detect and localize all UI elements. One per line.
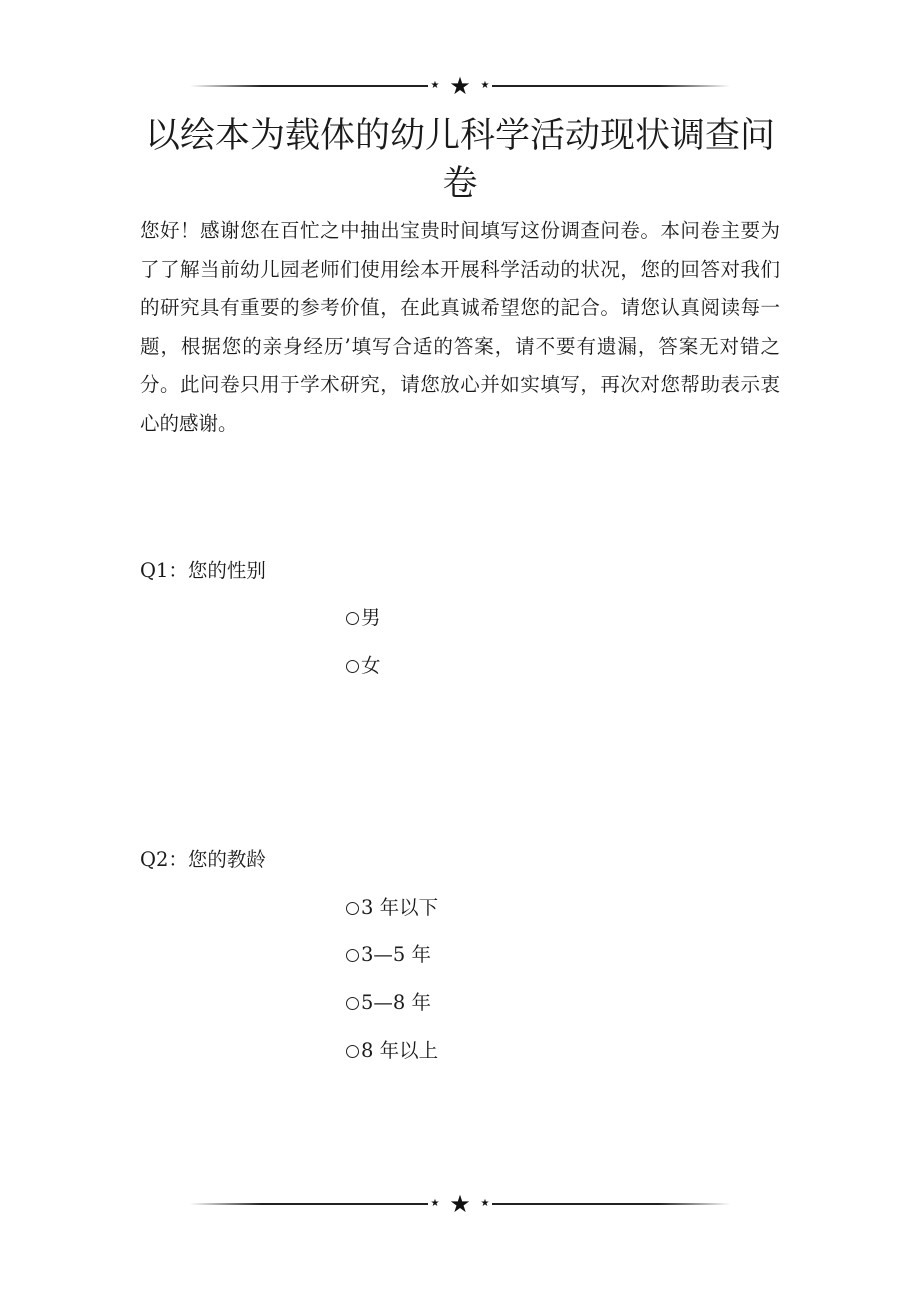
option-label: 男 — [361, 606, 381, 629]
radio-circle-icon[interactable] — [346, 660, 359, 673]
option-label: 女 — [361, 654, 381, 677]
question-teaching-years: Q2：您的教龄 — [140, 848, 266, 871]
question-gender: Q1：您的性别 — [140, 559, 266, 582]
option-under-3-years[interactable] — [346, 893, 438, 923]
option-female[interactable] — [346, 651, 381, 681]
small-star-icon: ★ — [480, 80, 490, 91]
star-icon: ★ — [449, 1190, 471, 1218]
small-star-icon: ★ — [480, 1198, 490, 1209]
top-ornament — [190, 74, 730, 98]
intro-paragraph: 您好！感谢您在百忙之中抽出宝贵时间填写这份调查问卷。本问卷主要为了了解当前幼儿园老师们使用绘本开展科学活动的状况，您的回答对我们的研究具有重要的参考价值，在此真诚希望您的記合。请您认真阅读每一题，根据您的亲身经历’填写合适的答案，请不要有遗漏，答案无对错之分。此问卷只用于学术研究，请您放心并如实填写，再次对您帮助表示衷心的感谢。 — [140, 219, 780, 435]
radio-circle-icon[interactable] — [346, 612, 359, 625]
ornament-line-left — [190, 1203, 428, 1205]
option-3-5-years[interactable] — [346, 940, 431, 970]
small-star-icon: ★ — [430, 1198, 440, 1209]
option-over-8-years[interactable] — [346, 1036, 438, 1066]
bottom-ornament — [190, 1192, 730, 1216]
option-label: 3—5 年 — [361, 943, 432, 966]
ornament-line-right — [492, 1203, 730, 1205]
option-5-8-years[interactable] — [346, 988, 431, 1018]
radio-circle-icon[interactable] — [346, 902, 359, 915]
option-label: 8 年以上 — [361, 1039, 439, 1062]
radio-circle-icon[interactable] — [346, 1045, 359, 1058]
option-label: 3 年以下 — [361, 896, 439, 919]
option-label: 5—8 年 — [361, 991, 432, 1014]
option-male[interactable] — [346, 603, 381, 633]
radio-circle-icon[interactable] — [346, 949, 359, 962]
star-icon: ★ — [449, 72, 471, 100]
ornament-line-left — [190, 85, 428, 87]
small-star-icon: ★ — [430, 80, 440, 91]
ornament-line-right — [492, 85, 730, 87]
document-title: 以绘本为载体的幼儿科学活动现状调查问卷 — [144, 116, 775, 204]
radio-circle-icon[interactable] — [346, 997, 359, 1010]
